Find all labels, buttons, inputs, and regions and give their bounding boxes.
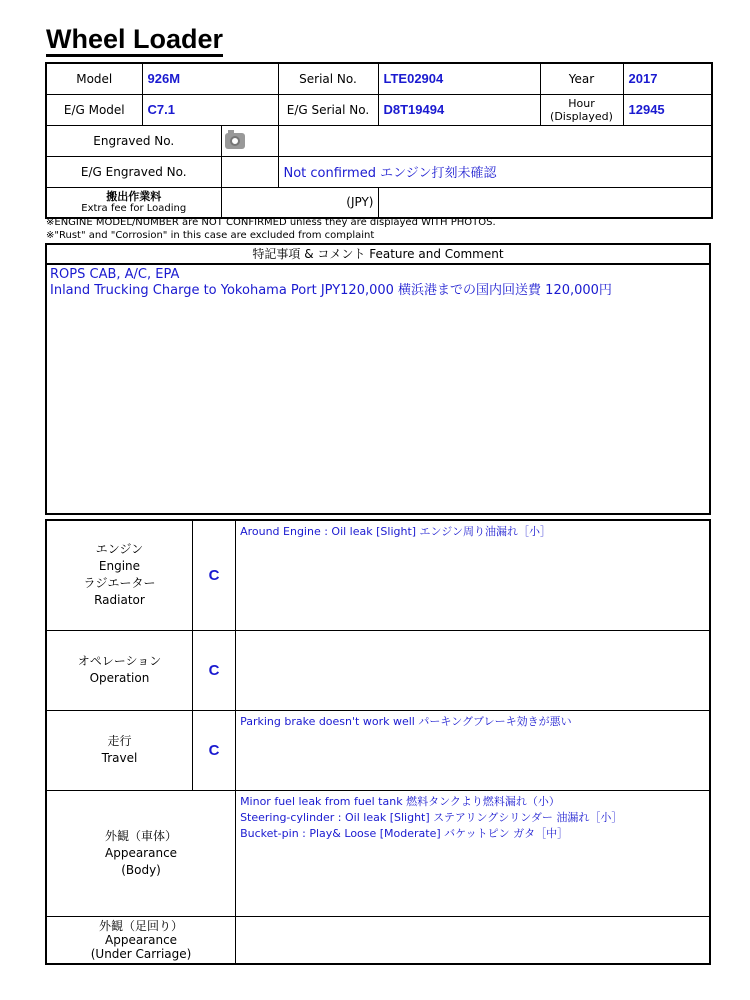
operation-grade: C	[192, 630, 235, 710]
engine-category	[46, 520, 192, 630]
engraved-photo-cell	[221, 125, 278, 156]
appearance-body-jp: 外観（車体）	[105, 828, 178, 843]
extra-fee-label-jp: 搬出作業料	[106, 189, 162, 203]
travel-jp: 走行	[107, 734, 132, 748]
year-label: Year	[540, 63, 623, 94]
appearance-under-category	[46, 916, 236, 964]
appearance-body-en: Appearance	[105, 845, 178, 860]
operation-jp: オペレーション	[77, 654, 162, 668]
extra-fee-label	[46, 187, 221, 218]
appearance-body-en2: (Body)	[121, 862, 161, 877]
hour-label-line2: (Displayed)	[550, 109, 613, 123]
feature-comment-box	[45, 243, 711, 515]
eg-serial-value: D8T19494	[378, 94, 540, 125]
note-engine: ※ENGINE MODEL/NUMBER are NOT CONFIRMED unless they are displayed WITH PHOTOS.	[46, 217, 496, 228]
eg-model-value: C7.1	[142, 94, 278, 125]
serial-label: Serial No.	[278, 63, 378, 94]
feature-line: ROPS CAB, A/C, EPA	[50, 267, 180, 282]
appearance-under-jp: 外観（足回り）	[99, 918, 184, 933]
appearance-body-category	[46, 790, 236, 916]
note-rust: ※"Rust" and "Corrosion" in this case are excluded from complaint	[46, 230, 375, 241]
serial-value: LTE02904	[378, 63, 540, 94]
comment-line: Bucket-pin : Play& Loose [Moderate] バケットピン ガタ［中］	[240, 826, 569, 840]
engine-en: Engine	[98, 559, 141, 574]
eg-engraved-label: E/G Engraved No.	[46, 156, 221, 187]
engine-jp: エンジン	[95, 542, 144, 557]
radiator-jp: ラジエーター	[83, 576, 156, 591]
eg-engraved-photo-cell	[221, 156, 278, 187]
travel-category	[46, 710, 192, 790]
page-title: Wheel Loader	[46, 24, 223, 57]
travel-grade: C	[192, 710, 235, 790]
hour-label-line1: Hour	[568, 96, 595, 110]
camera-icon[interactable]	[225, 133, 245, 149]
comment-line: Steering-cylinder : Oil leak [Slight] ステアリングシリンダー 油漏れ［小］	[240, 810, 623, 824]
travel-comments	[236, 710, 710, 790]
year-value: 2017	[623, 63, 712, 94]
hour-label	[540, 94, 623, 125]
extra-fee-value	[378, 187, 712, 218]
feature-header: 特記事項 & コメント Feature and Comment	[47, 245, 709, 265]
radiator-en: Radiator	[94, 593, 145, 608]
travel-en: Travel	[101, 751, 138, 765]
eg-serial-label: E/G Serial No.	[278, 94, 378, 125]
engraved-value	[278, 125, 712, 156]
operation-comments	[236, 630, 710, 710]
appearance-body-comments	[236, 790, 710, 916]
feature-line: Inland Trucking Charge to Yokohama Port JPY120,000 横浜港までの国内回送費 120,000円	[50, 283, 612, 298]
eg-model-label: E/G Model	[46, 94, 142, 125]
appearance-under-en: Appearance	[105, 932, 178, 947]
comment-line: Minor fuel leak from fuel tank 燃料タンクより燃料漏れ（小）	[240, 794, 560, 808]
extra-fee-label-en: Extra fee for Loading	[81, 202, 187, 214]
hour-value: 12945	[623, 94, 712, 125]
operation-category	[46, 630, 192, 710]
engraved-label: Engraved No.	[46, 125, 221, 156]
appearance-under-comments	[236, 916, 710, 964]
condition-table	[45, 519, 711, 965]
appearance-under-en2: (Under Carriage)	[90, 946, 192, 961]
eg-engraved-value: Not confirmed エンジン打刻未確認	[278, 156, 712, 187]
engine-comments	[236, 520, 710, 630]
engine-grade: C	[192, 520, 235, 630]
model-label: Model	[46, 63, 142, 94]
model-value: 926M	[142, 63, 278, 94]
operation-en: Operation	[89, 671, 150, 685]
comment-line: Around Engine : Oil leak [Slight] エンジン周り油漏れ［小］	[240, 525, 552, 538]
comment-line: Parking brake doesn't work well パーキングブレーキ効きが悪い	[240, 714, 572, 728]
extra-fee-unit: (JPY)	[221, 187, 378, 218]
machine-info-table	[45, 62, 713, 219]
